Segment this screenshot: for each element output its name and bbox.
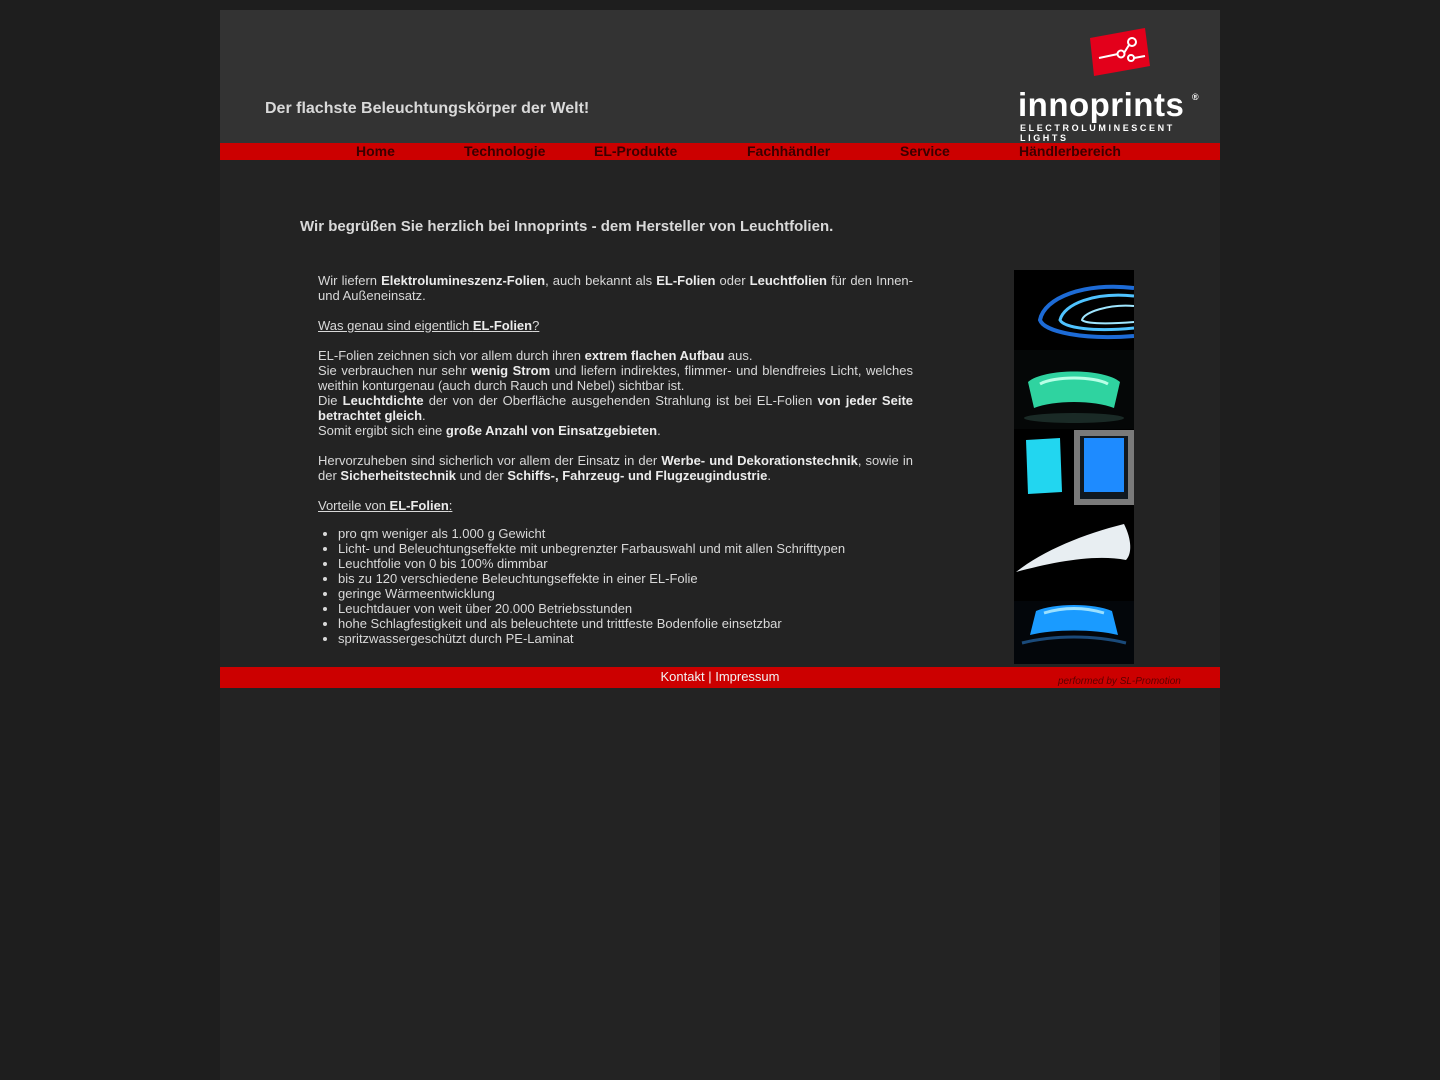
nav-service[interactable]: Service [900, 143, 950, 159]
features-bold: Leuchtdichte [342, 393, 424, 408]
logo-subtitle: ELECTROLUMINESCENT LIGHTS [1020, 123, 1175, 143]
intro-text: für den Innen- und Außeneinsatz. [318, 273, 913, 303]
page-container [220, 10, 1220, 1080]
el-foil-arc-image [1014, 270, 1134, 349]
features-text: . [657, 423, 661, 438]
credit-text[interactable]: performed by SL-Promotion [1058, 676, 1181, 687]
usage-text: und der [456, 468, 508, 483]
features-paragraph [318, 348, 913, 438]
usage-bold: Schiffs-, Fahrzeug- und Flugzeugindustrie [507, 468, 768, 483]
advantages-heading-text: Vorteile von [318, 498, 390, 513]
advantages-list [318, 526, 913, 646]
features-bold: große Anzahl von Einsatzgebieten [445, 423, 658, 438]
list-item: • bis zu 120 verschiedene Beleuchtungseffekte in einer EL-Folie [338, 571, 913, 586]
list-item: • Leuchtdauer von weit über 20.000 Betriebsstunden [338, 601, 913, 616]
kontakt-link[interactable]: Kontakt [660, 669, 705, 684]
question-text: ? [532, 318, 540, 333]
el-foil-panels-image [1014, 430, 1134, 509]
features-text: der von der Oberfläche ausgehenden Strahlung ist bei EL-Folien [423, 393, 818, 408]
question-bold: EL-Folien [472, 318, 533, 333]
intro-text: oder [715, 273, 750, 288]
footer [220, 667, 1220, 688]
list-item: • pro qm weniger als 1.000 g Gewicht [338, 526, 913, 541]
usage-paragraph [318, 453, 913, 483]
list-item: • hohe Schlagfestigkeit und als beleuchtete und trittfeste Bodenfolie einsetzbar [338, 616, 913, 631]
intro-text: , auch bekannt als [545, 273, 657, 288]
list-item: • Leuchtfolie von 0 bis 100% dimmbar [338, 556, 913, 571]
header [220, 10, 1220, 143]
nav-fachhaendler[interactable]: Fachhändler [747, 143, 831, 159]
list-item: • Licht- und Beleuchtungseffekte mit unbegrenzter Farbauswahl und mit allen Schrifttypen [338, 541, 913, 556]
intro-bold: Leuchtfolien [749, 273, 827, 288]
features-text: EL-Folien zeichnen sich vor allem durch ihren [318, 348, 585, 363]
features-bold: wenig Strom [471, 363, 551, 378]
usage-text: Hervorzuheben sind sicherlich vor allem der Einsatz in der [318, 453, 662, 468]
list-item: • spritzwassergeschützt durch PE-Laminat [338, 631, 913, 646]
features-bold: von jeder Seite betrachtet gleich [318, 393, 914, 423]
usage-bold: Werbe- und Dekorationstechnik [661, 453, 858, 468]
features-text: und liefern indirektes, flimmer- und blendfreies Licht, welches weithin konturgenau (auch durch Rauch und Nebel) sichtbar ist. [318, 363, 913, 393]
footer-separator: | [704, 669, 716, 684]
product-image-strip [1014, 270, 1134, 664]
nav-haendlerbereich[interactable]: Händlerbereich [1019, 143, 1121, 159]
question-text: Was genau sind eigentlich [318, 318, 473, 333]
usage-bold: Sicherheitstechnik [340, 468, 457, 483]
advantages-heading-text: : [448, 498, 453, 513]
advantages-heading [318, 498, 913, 513]
nav-home[interactable]: Home [356, 143, 395, 159]
el-foil-sheet-image [1014, 510, 1134, 600]
main-nav [220, 143, 1220, 160]
intro-text: Wir liefern [318, 273, 382, 288]
main-content [318, 273, 913, 646]
intro-bold: Elektrolumineszenz-Folien [381, 273, 546, 288]
nav-technologie[interactable]: Technologie [464, 143, 546, 159]
logo-wordmark[interactable]: innoprints [1018, 86, 1185, 123]
el-foil-car-image [1014, 350, 1134, 429]
usage-text: , sowie in der [318, 453, 913, 483]
usage-text: . [767, 468, 771, 483]
impressum-link[interactable]: Impressum [715, 669, 780, 684]
nav-el-produkte[interactable]: EL-Produkte [594, 143, 678, 159]
features-text: Sie verbrauchen nur sehr [318, 363, 472, 378]
features-text: aus. [724, 348, 753, 363]
intro-paragraph [318, 273, 913, 303]
logo-mark-icon[interactable] [1087, 28, 1153, 80]
welcome-heading: Wir begrüßen Sie herzlich bei Innoprints - dem Hersteller von Leuchtfolien. [300, 218, 834, 235]
features-text: Die [318, 393, 343, 408]
features-bold: extrem flachen Aufbau [584, 348, 725, 363]
el-foil-bumper-image [1014, 601, 1134, 664]
features-text: . [422, 408, 426, 423]
intro-bold: EL-Folien [656, 273, 716, 288]
question-heading [318, 318, 913, 333]
tagline: Der flachste Beleuchtungskörper der Welt! [265, 100, 590, 117]
list-item: • geringe Wärmeentwicklung [338, 586, 913, 601]
advantages-heading-bold: EL-Folien [389, 498, 449, 513]
features-text: Somit ergibt sich eine [318, 423, 446, 438]
logo-registered-mark: ® [1192, 92, 1199, 102]
